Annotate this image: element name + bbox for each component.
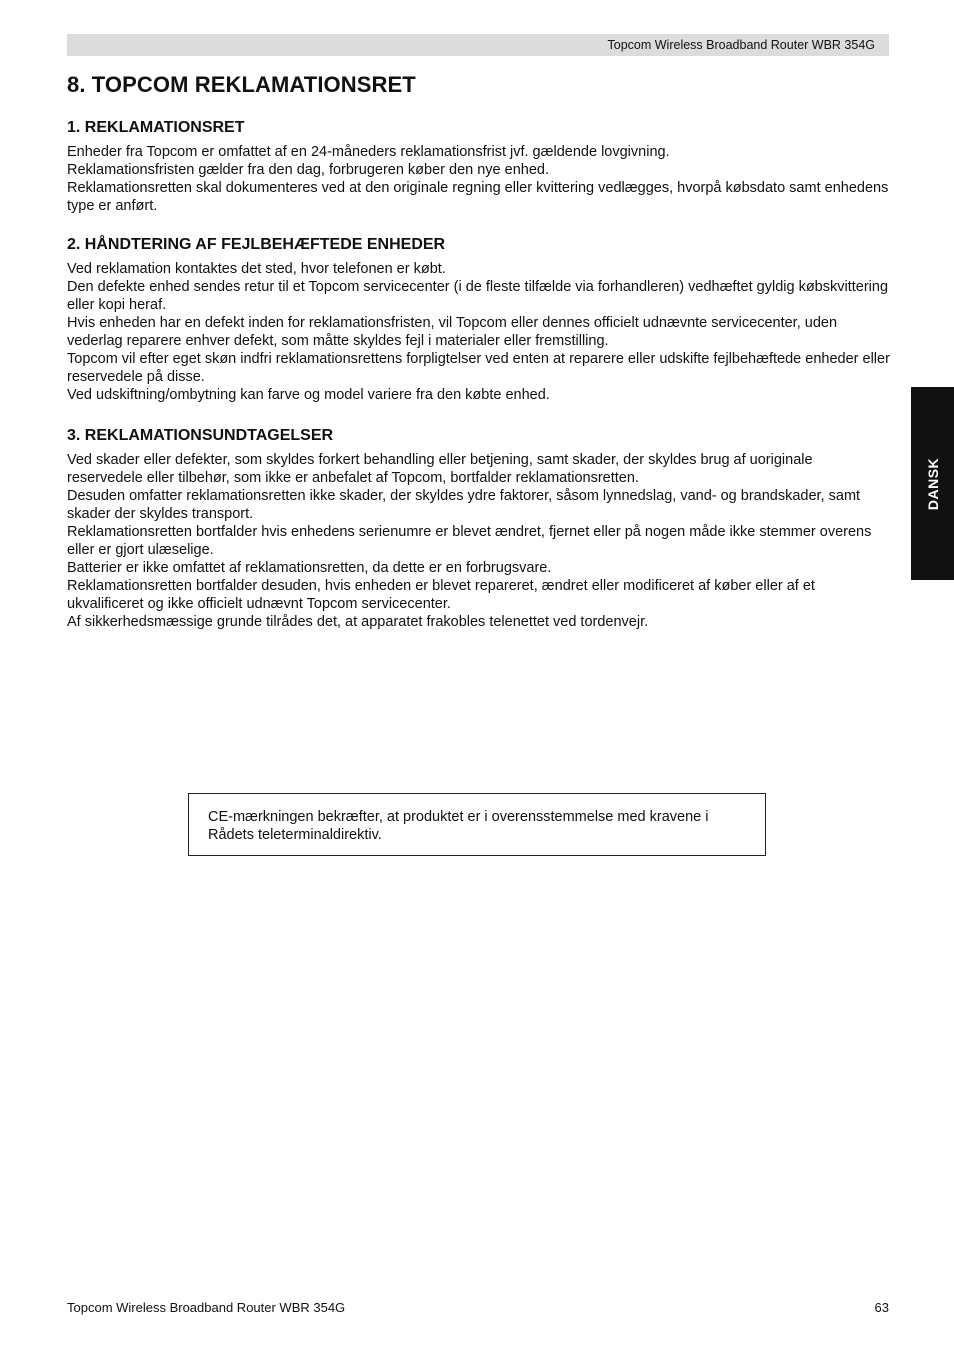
paragraph: Den defekte enhed sendes retur til et Topcom servicecenter (i de fleste tilfælde via forhandleren) vedhæftet gyldig købskvittering eller kopi heraf.: [67, 279, 889, 313]
paragraph: Desuden omfatter reklamationsretten ikke skader, der skyldes ydre faktorer, såsom lynnedslag, vand- og brandskader, samt skader der skyldes transport.: [67, 488, 861, 522]
paragraph: Enheder fra Topcom er omfattet af en 24-måneders reklamationsfrist jvf. gældende lovgivning.: [67, 144, 670, 160]
section-heading: 3. REKLAMATIONSUNDTAGELSER: [67, 427, 334, 444]
paragraph: Hvis enheden har en defekt inden for reklamationsfristen, vil Topcom eller dennes officielt udnævnte servicecenter, uden vederlag reparere enhver defekt, som måtte skyldes fejl i materialer eller fremstilling.: [67, 315, 838, 349]
ce-notice-box: [188, 793, 766, 856]
paragraph: Ved skader eller defekter, som skyldes forkert behandling eller betjening, samt skader, der skyldes brug af uoriginale reservedele eller tilbehør, som ikke er anbefalet af Topcom, bortfalder reklamationsretten.: [67, 452, 813, 486]
paragraph: Af sikkerhedsmæssige grunde tilrådes det, at apparatet frakobles telenettet ved tordenvejr.: [67, 614, 649, 630]
header-title: Topcom Wireless Broadband Router WBR 354G: [607, 38, 875, 52]
paragraph: Reklamationsretten bortfalder desuden, hvis enheden er blevet repareret, ændret eller modificeret af køber eller af et ukvalificeret og ikke officielt udnævnt Topcom servicecenter.: [67, 578, 815, 612]
header-bar: [67, 34, 889, 56]
section-handtering: [67, 236, 891, 404]
section-heading: 1. REKLAMATIONSRET: [67, 119, 245, 136]
section-undtagelser: [67, 427, 891, 631]
paragraph: Reklamationsretten skal dokumenteres ved at den originale regning eller kvittering vedlægges, hvorpå købsdato samt enhedens type er anført.: [67, 180, 889, 214]
language-side-tab: [911, 387, 954, 580]
paragraph: Reklamationsretten bortfalder hvis enhedens serienumre er blevet ændret, fjernet eller på nogen måde ikke stemmer overens eller er gjort ulæselige.: [67, 524, 872, 558]
page-title: 8. TOPCOM REKLAMATIONSRET: [67, 72, 416, 97]
section-heading: 2. HÅNDTERING AF FEJLBEHÆFTEDE ENHEDER: [67, 236, 446, 253]
side-tab-label: DANSK: [924, 457, 941, 510]
paragraph: Topcom vil efter eget skøn indfri reklamationsrettens forpligtelser ved enten at reparere eller udskifte fejlbehæftede enheder eller reservedele på disse.: [67, 351, 890, 385]
paragraph: Ved reklamation kontaktes det sted, hvor telefonen er købt.: [67, 261, 446, 277]
section-reklamationsret: [67, 119, 891, 215]
paragraph: Reklamationsfristen gælder fra den dag, forbrugeren køber den nye enhed.: [67, 162, 550, 178]
footer-title: Topcom Wireless Broadband Router WBR 354G: [67, 1300, 346, 1315]
paragraph: Ved udskiftning/ombytning kan farve og model variere fra den købte enhed.: [67, 387, 550, 403]
ce-notice-text: CE-mærkningen bekræfter, at produktet er i overensstemmelse med kravene i Rådets teleterminaldirektiv.: [208, 809, 709, 843]
paragraph: Batterier er ikke omfattet af reklamationsretten, da dette er en forbrugsvare.: [67, 560, 552, 576]
page-number: 63: [874, 1300, 889, 1315]
